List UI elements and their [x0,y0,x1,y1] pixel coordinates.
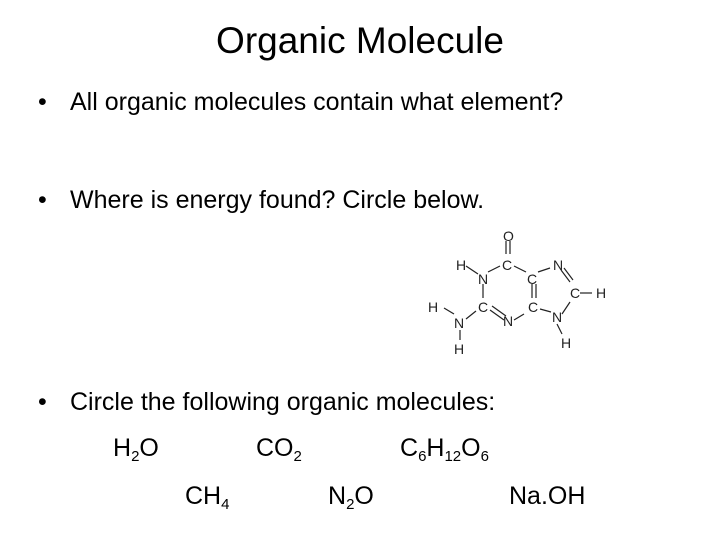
atom-label: C [478,299,489,315]
formula-subscript: 12 [444,448,462,465]
bullet-organic-element [38,86,563,118]
formula-text: O [139,434,159,462]
atom-label: N [454,315,465,331]
formula-text: N [328,482,347,510]
bullet-text: Circle the following organic molecules: [70,388,496,416]
atom-label: N [503,313,514,329]
bullet-dot: • [38,186,47,214]
formula-subscript: 6 [418,448,427,465]
atom-label: N [552,309,563,325]
atom-label: H [428,299,439,315]
atom-label: O [503,228,514,244]
bullet-circle-organic [38,386,495,418]
formula-subscript: 4 [221,496,230,513]
formula-text: C [400,434,419,462]
formula-subscript: 6 [480,448,489,465]
atom-label: H [561,335,572,351]
formula-water [113,432,159,464]
formula-text: H [113,434,132,462]
formula-glucose [400,432,489,464]
formula-subscript: 2 [346,496,355,513]
bullet-text: All organic molecules contain what element? [70,88,564,116]
atom-label: N [478,271,489,287]
formula-text: O [461,434,481,462]
atom-label: C [527,271,538,287]
bullet-dot: • [38,388,47,416]
formula-carbon-dioxide [256,432,302,464]
bullet-energy [38,184,484,216]
atom-label: H [454,341,465,357]
bullet-text: Where is energy found? Circle below. [70,186,485,214]
atom-label: C [528,299,539,315]
atom-label: C [570,285,581,301]
atom-label: H [596,285,607,301]
atom-label: H [456,257,467,273]
bullet-dot: • [38,88,47,116]
molecule-structure-diagram [420,226,620,361]
atom-label: N [553,257,564,273]
formula-sodium-hydroxide [509,480,585,512]
formula-methane [185,480,229,512]
formula-text: O [354,482,374,510]
formula-nitrous-oxide [328,480,374,512]
formula-subscript: 2 [131,448,140,465]
slide-title: Organic Molecule [216,20,504,61]
formula-text: Na.OH [509,482,586,510]
formula-text: CH [185,482,222,510]
atom-label: C [502,257,513,273]
formula-text: CO [256,434,294,462]
formula-text: H [426,434,445,462]
formula-subscript: 2 [293,448,302,465]
